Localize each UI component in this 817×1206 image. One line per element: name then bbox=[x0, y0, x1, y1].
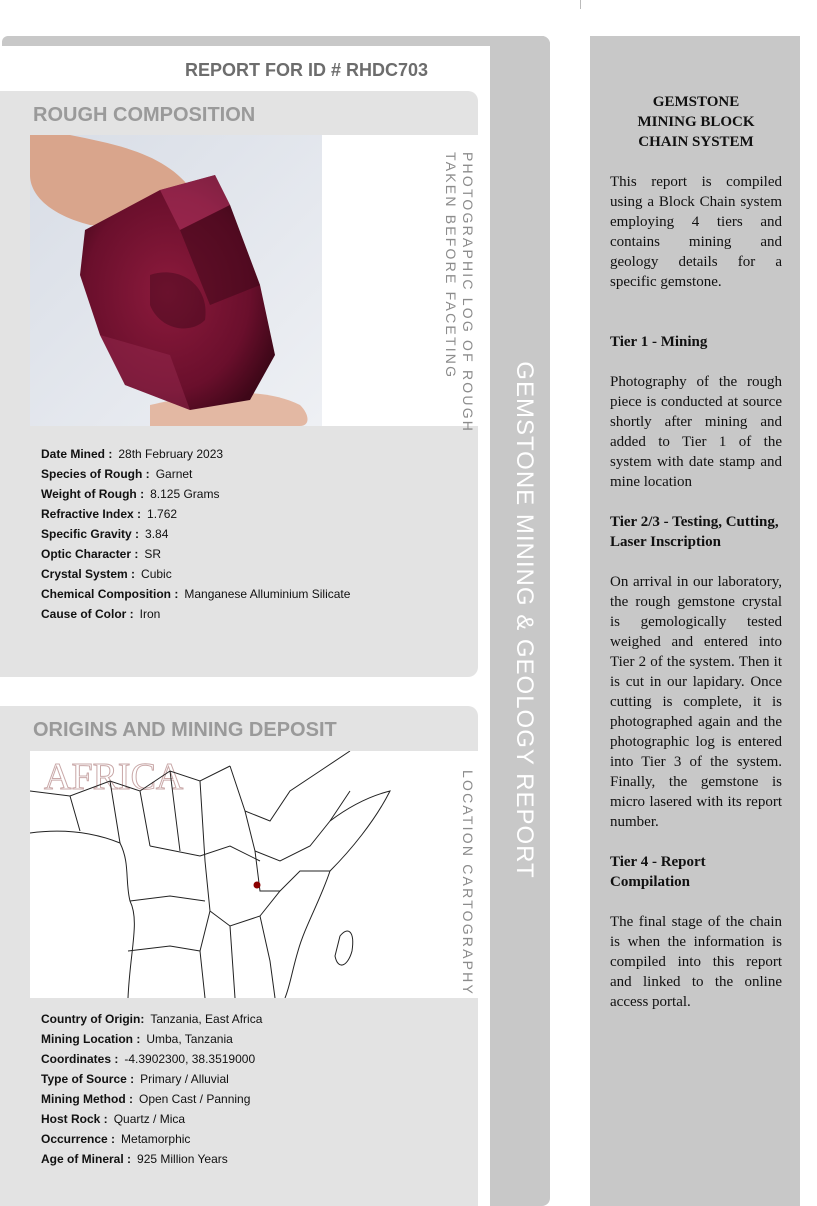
report-title: REPORT FOR ID # RHDC703 bbox=[185, 60, 429, 80]
detail-label: Mining Location : bbox=[41, 1032, 141, 1046]
location-cartography-caption: LOCATION CARTOGRAPHY bbox=[460, 770, 476, 997]
detail-row-date-mined bbox=[41, 444, 350, 464]
detail-row-type-of-source bbox=[41, 1069, 262, 1089]
detail-label: Host Rock : bbox=[41, 1112, 108, 1126]
detail-row-weight bbox=[41, 484, 350, 504]
mine-location-marker bbox=[254, 882, 261, 889]
detail-value: Cubic bbox=[141, 567, 172, 581]
detail-row-specific-gravity bbox=[41, 524, 350, 544]
detail-row-species bbox=[41, 464, 350, 484]
detail-value: 8.125 Grams bbox=[150, 487, 220, 501]
detail-label: Optic Character : bbox=[41, 547, 139, 561]
photo-caption-line-2: TAKEN BEFORE FACETING bbox=[443, 152, 459, 380]
detail-value: Quartz / Mica bbox=[113, 1112, 186, 1126]
detail-label: Country of Origin: bbox=[41, 1012, 145, 1026]
detail-label: Refractive Index : bbox=[41, 507, 142, 521]
panel-title-line-3: CHAIN SYSTEM bbox=[638, 134, 754, 150]
detail-value: -4.3902300, 38.3519000 bbox=[124, 1052, 256, 1066]
detail-value: 28th February 2023 bbox=[118, 447, 224, 461]
detail-value: Garnet bbox=[155, 467, 193, 481]
detail-value: Open Cast / Panning bbox=[138, 1092, 251, 1106]
rough-photo-area bbox=[30, 135, 478, 426]
photographic-log-caption bbox=[442, 152, 476, 433]
detail-row-country bbox=[41, 1009, 262, 1029]
map-label-africa: AFRICA bbox=[44, 756, 184, 798]
detail-label: Type of Source : bbox=[41, 1072, 135, 1086]
detail-value: Primary / Alluvial bbox=[140, 1072, 229, 1086]
detail-value: Iron bbox=[139, 607, 161, 621]
detail-label: Chemical Composition : bbox=[41, 587, 179, 601]
detail-value: Tanzania, East Africa bbox=[150, 1012, 263, 1026]
detail-label: Species of Rough : bbox=[41, 467, 150, 481]
tier23-heading: Tier 2/3 - Testing, Cutting, Laser Inscription bbox=[610, 514, 779, 550]
panel-intro: This report is compiled using a Block Chain system employing 4 tiers and contains mining and geology details for a specific gemstone. bbox=[610, 174, 782, 290]
detail-row-occurrence bbox=[41, 1129, 262, 1149]
rough-details-list bbox=[41, 444, 350, 624]
detail-row-mining-method bbox=[41, 1089, 262, 1109]
detail-value: 1.762 bbox=[147, 507, 178, 521]
detail-value: Umba, Tanzania bbox=[146, 1032, 233, 1046]
detail-value: 3.84 bbox=[145, 527, 169, 541]
tier4-text: The final stage of the chain is when the information is compiled into this report and linked to the online access portal. bbox=[610, 914, 782, 1010]
detail-label: Crystal System : bbox=[41, 567, 136, 581]
blockchain-info-panel bbox=[590, 36, 800, 1206]
detail-row-age-of-mineral bbox=[41, 1149, 262, 1169]
detail-label: Specific Gravity : bbox=[41, 527, 140, 541]
detail-row-chemical-composition bbox=[41, 584, 350, 604]
panel-text bbox=[610, 92, 782, 1032]
map-area bbox=[30, 751, 478, 998]
detail-label: Date Mined : bbox=[41, 447, 113, 461]
detail-value: SR bbox=[144, 547, 162, 561]
top-rule bbox=[2, 36, 550, 46]
panel-title-line-1: GEMSTONE bbox=[652, 94, 740, 110]
origins-heading: ORIGINS AND MINING DEPOSIT bbox=[33, 719, 337, 741]
detail-row-mining-location bbox=[41, 1029, 262, 1049]
detail-row-refractive-index bbox=[41, 504, 350, 524]
detail-label: Age of Mineral : bbox=[41, 1152, 132, 1166]
origin-details-list bbox=[41, 1009, 262, 1169]
detail-label: Cause of Color : bbox=[41, 607, 134, 621]
detail-value: Manganese Alluminium Silicate bbox=[184, 587, 351, 601]
photo-caption-line-1: PHOTOGRAPHIC LOG OF ROUGH bbox=[460, 152, 476, 434]
tier1-heading: Tier 1 - Mining bbox=[610, 334, 708, 350]
panel-title bbox=[610, 92, 782, 152]
detail-value: 925 Million Years bbox=[137, 1152, 228, 1166]
detail-row-optic-character bbox=[41, 544, 350, 564]
rough-composition-heading: ROUGH COMPOSITION bbox=[33, 104, 256, 126]
top-divider-tick bbox=[580, 0, 581, 9]
panel-title-line-2: MINING BLOCK bbox=[637, 114, 755, 130]
sidebar-title: GEMSTONE MINING & GEOLOGY REPORT bbox=[511, 361, 538, 879]
detail-label: Mining Method : bbox=[41, 1092, 133, 1106]
africa-map bbox=[30, 751, 425, 998]
detail-row-crystal-system bbox=[41, 564, 350, 584]
detail-row-coordinates bbox=[41, 1049, 262, 1069]
detail-label: Occurrence : bbox=[41, 1132, 116, 1146]
tier23-text: On arrival in our laboratory, the rough gemstone crystal is gemologically tested weighed and entered into Tier 2 of the system. Then it is cut in our lapidary. Once cutting is complete, it is photographed again and the photographic log is entered into Tier 3 of the system. Finally, the gemstone is micro lasered with its report number. bbox=[610, 574, 782, 830]
rough-gem-photo bbox=[30, 135, 322, 426]
tier1-text: Photography of the rough piece is conducted at source shortly after mining and added to Tier 1 of the system with date stamp and mine location bbox=[610, 374, 782, 490]
detail-value: Metamorphic bbox=[121, 1132, 191, 1146]
detail-row-cause-of-color bbox=[41, 604, 350, 624]
tier4-heading: Tier 4 - Report Compilation bbox=[610, 854, 706, 890]
detail-label: Weight of Rough : bbox=[41, 487, 145, 501]
detail-row-host-rock bbox=[41, 1109, 262, 1129]
detail-label: Coordinates : bbox=[41, 1052, 119, 1066]
